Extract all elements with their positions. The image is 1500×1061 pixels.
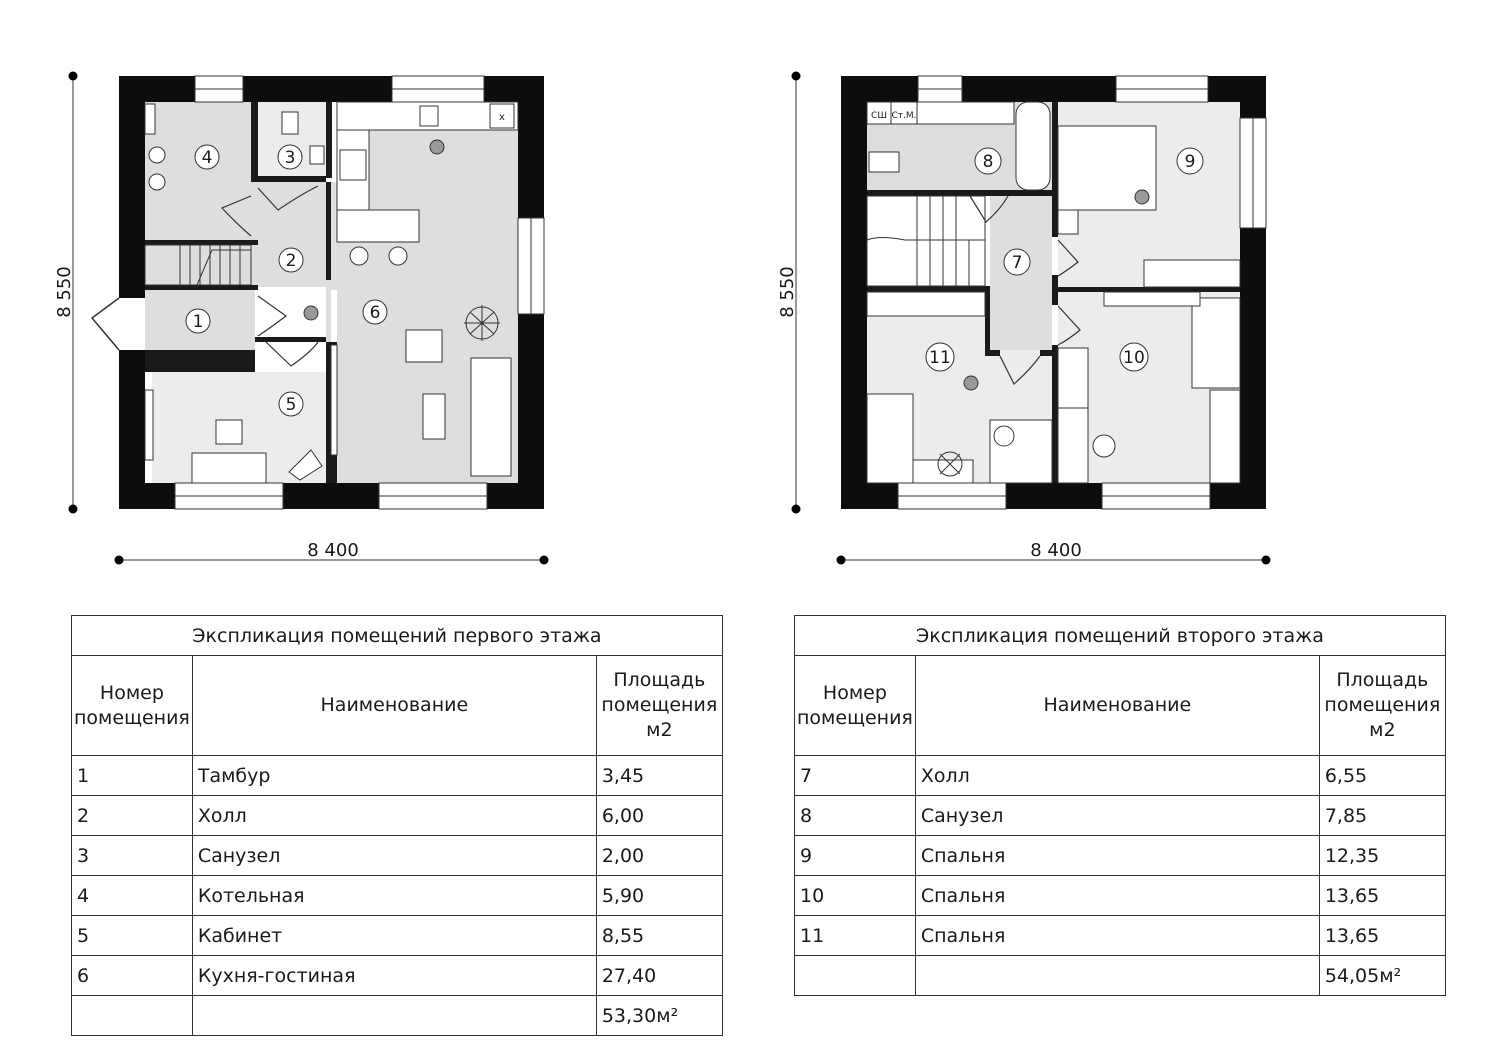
room-number: 4	[201, 148, 213, 168]
table-row	[72, 756, 723, 796]
room-name-cell: Спальня	[915, 836, 1319, 876]
room-name-cell: Холл	[192, 796, 596, 836]
shower-label: СШ	[871, 111, 887, 121]
room-number-cell: 3	[72, 836, 193, 876]
room-name-cell: Холл	[915, 756, 1319, 796]
room-number: 3	[284, 148, 296, 168]
room-number: 9	[1184, 152, 1196, 172]
total-area-cell: 54,05м²	[1319, 956, 1445, 996]
room-area-cell: 13,65	[1319, 916, 1445, 956]
room-name-cell: Санузел	[915, 796, 1319, 836]
room-number-cell: 6	[72, 956, 193, 996]
floor2-explication-table	[794, 615, 1446, 996]
column-header: Площадь помещения м2	[596, 656, 722, 756]
entrance-door-swing	[92, 298, 119, 350]
table-row	[795, 876, 1446, 916]
total-row	[72, 996, 723, 1036]
table-title: Экспликация помещений первого этажа	[72, 616, 723, 656]
room-area-cell: 2,00	[596, 836, 722, 876]
dimension-horizontal: 8 400	[307, 540, 359, 561]
table-title: Экспликация помещений второго этажа	[795, 616, 1446, 656]
room-number: 10	[1123, 348, 1145, 368]
table-row	[72, 916, 723, 956]
column-header: Наименование	[915, 656, 1319, 756]
room-2-area	[145, 182, 326, 287]
dimension-vertical: 8 550	[777, 266, 798, 318]
table-row	[72, 836, 723, 876]
room-number: 6	[369, 303, 381, 323]
room-name-cell: Спальня	[915, 876, 1319, 916]
table-row	[72, 796, 723, 836]
room-number-cell: 10	[795, 876, 916, 916]
room-number-cell: 7	[795, 756, 916, 796]
washer-label: Ст.М.	[891, 111, 917, 121]
room-name-cell: Кухня-гостиная	[192, 956, 596, 996]
room-name-cell: Котельная	[192, 876, 596, 916]
column-header: Номер помещения	[72, 656, 193, 756]
table-row	[795, 756, 1446, 796]
room-area-cell: 27,40	[596, 956, 722, 996]
room-area-cell: 6,55	[1319, 756, 1445, 796]
room-area-cell: 5,90	[596, 876, 722, 916]
room-number-cell: 11	[795, 916, 916, 956]
room-area-cell: 12,35	[1319, 836, 1445, 876]
stove-mark: x	[499, 112, 505, 123]
room-name-cell: Кабинет	[192, 916, 596, 956]
room-number-cell: 2	[72, 796, 193, 836]
column-header: Площадь помещения м2	[1319, 656, 1445, 756]
column-header: Наименование	[192, 656, 596, 756]
room-name-cell: Санузел	[192, 836, 596, 876]
room-number-cell: 5	[72, 916, 193, 956]
room-area-cell: 6,00	[596, 796, 722, 836]
total-row	[795, 956, 1446, 996]
table-row	[72, 876, 723, 916]
room-number: 5	[285, 395, 297, 415]
room-name-cell: Тамбур	[192, 756, 596, 796]
table-row	[795, 836, 1446, 876]
room-area-cell: 8,55	[596, 916, 722, 956]
room-area-cell: 13,65	[1319, 876, 1445, 916]
room-number-cell: 1	[72, 756, 193, 796]
column-header: Номер помещения	[795, 656, 916, 756]
room-number-cell: 4	[72, 876, 193, 916]
table-row	[795, 916, 1446, 956]
table-row	[72, 956, 723, 996]
room-number: 1	[192, 312, 204, 332]
floor1-plan	[54, 72, 549, 565]
floor1-explication-table	[71, 615, 723, 1036]
room-number-cell: 9	[795, 836, 916, 876]
dimension-vertical: 8 550	[54, 266, 75, 318]
table-row	[795, 796, 1446, 836]
room-area-cell: 7,85	[1319, 796, 1445, 836]
room-area-cell: 3,45	[596, 756, 722, 796]
total-area-cell: 53,30м²	[596, 996, 722, 1036]
room-number: 11	[929, 348, 951, 368]
room-number: 7	[1011, 253, 1023, 273]
dimension-horizontal: 8 400	[1030, 540, 1082, 561]
floor2-plan	[777, 72, 1271, 565]
room-number: 8	[982, 152, 994, 172]
room-name-cell: Спальня	[915, 916, 1319, 956]
room-number-cell: 8	[795, 796, 916, 836]
room-number: 2	[285, 251, 297, 271]
